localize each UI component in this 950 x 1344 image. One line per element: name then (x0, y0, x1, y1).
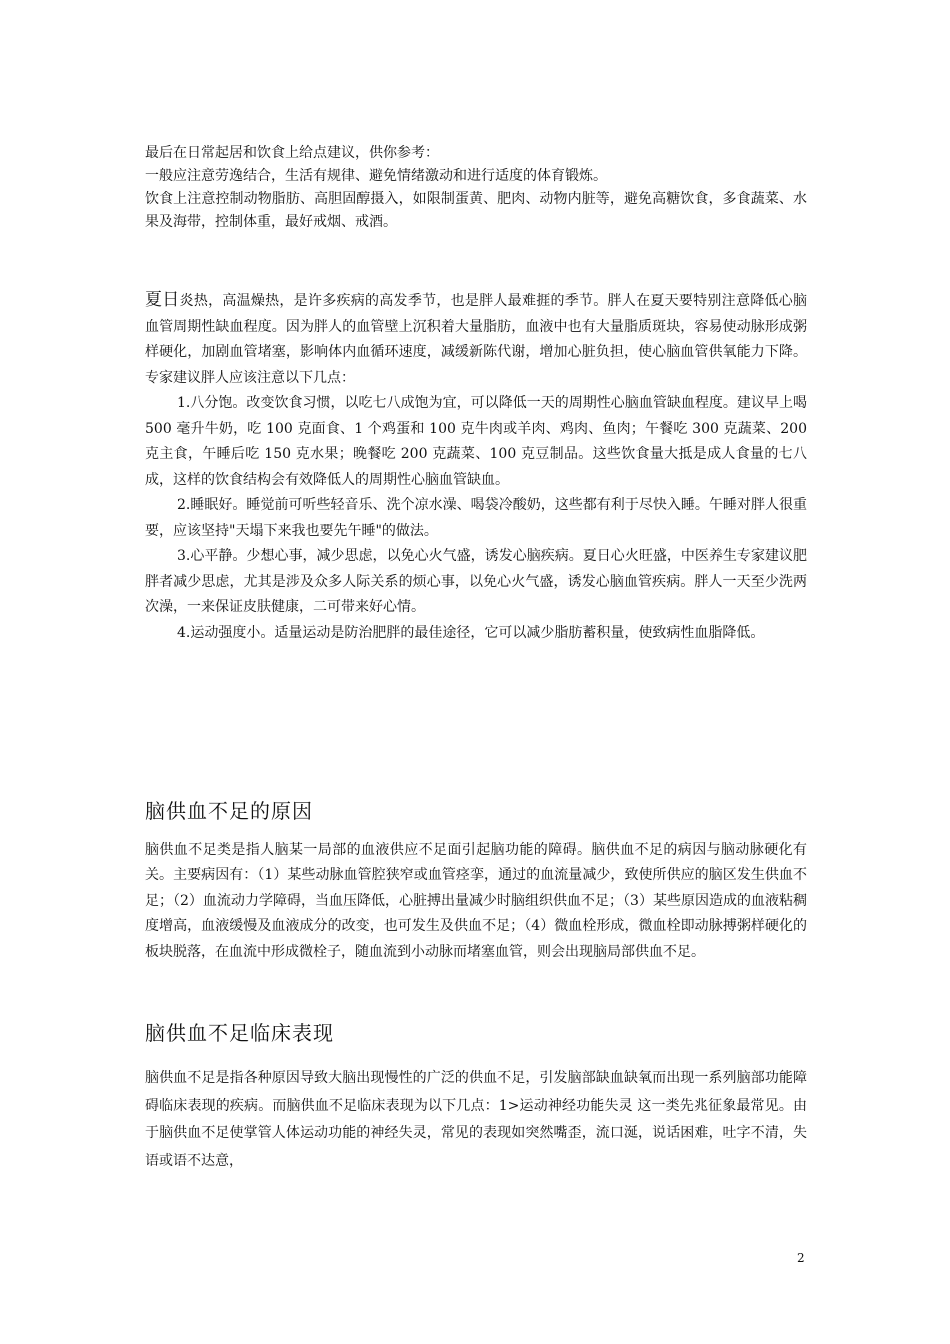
causes-heading: 脑供血不足的原因 (145, 799, 313, 823)
intro-lead: 夏日 (145, 290, 180, 310)
advice-section (145, 142, 807, 234)
point-calm-mind: 3.心平静。少想心事，减少思虑，以免心火气盛，诱发心脑疾病。夏日心火旺盛，中医养生专家建议肥胖者减少思虑，尤其是涉及众多人际关系的烦心事，以免心火气盛，诱发心脑血管疾病。胖人一天至少洗两次澡，一来保证皮肤健康，二可带来好心情。 (145, 548, 807, 615)
point-sleep-well: 2.睡眠好。睡觉前可听些轻音乐、洗个凉水澡、喝袋冷酸奶，这些都有利于尽快入睡。午睡对胖人很重要，应该坚持"天塌下来我也要先午睡"的做法。 (145, 497, 807, 539)
summer-section (145, 288, 807, 646)
point-light-exercise: 4.运动强度小。适量运动是防治肥胖的最佳途径，它可以减少脂肪蓄积量，使致病性血脂降低。 (177, 624, 765, 641)
advice-line: 最后在日常起居和饮食上给点建议，供你参考： (145, 145, 439, 161)
causes-body: 脑供血不足类是指人脑某一局部的血液供应不足面引起脑功能的障碍。脑供血不足的病因与脑动脉硬化有关。主要病因有：（1）某些动脉血管腔狭窄或血管痉挛，通过的血流量减少，致使所供应的脑区发生供血不足；（2）血流动力学障碍，当血压降低，心脏搏出量减少时脑组织供血不足；（3）某些原因造成的血液粘稠度增高，血液缓慢及血液成分的改变，也可发生及供血不足；（4）微血栓形成，微血栓即动脉搏粥样硬化的板块脱落，在血流中形成微栓子，随血流到小动脉而堵塞血管，则会出现脑局部供血不足。 (145, 842, 807, 960)
page-number: 2 (797, 1251, 805, 1265)
advice-line: 饮食上注意控制动物脂肪、高胆固醇摄入，如限制蛋黄、肥肉、动物内脏等，避免高糖饮食，多食蔬菜、水果及海带，控制体重，最好戒烟、戒酒。 (145, 191, 807, 230)
symptoms-body: 脑供血不足是指各种原因导致大脑出现慢性的广泛的供血不足，引发脑部缺血缺氧而出现一系列脑部功能障碍临床表现的疾病。而脑供血不足临床表现为以下几点：1>运动神经功能失灵 这一类先兆征象最常见。由于脑供血不足使掌管人体运动功能的神经失灵，常见的表现如突然嘴歪，流口涎，说话困难，吐字不清，失语或语不达意， (145, 1070, 807, 1169)
intro-text: 炎热，高温燥热，是许多疾病的高发季节，也是胖人最难捱的季节。胖人在夏天要特别注意降低心脑血管周期性缺血程度。因为胖人的血管壁上沉积着大量脂肪，血液中也有大量脂质斑块，容易使动脉形成粥样硬化，加剧血管堵塞，影响体内血循环速度，减缓新陈代谢，增加心脏负担，使心脑血管供氧能力下降。专家建议胖人应该注意以下几点： (145, 293, 808, 386)
symptoms-heading: 脑供血不足临床表现 (145, 1021, 334, 1045)
advice-line: 一般应注意劳逸结合，生活有规律、避免情绪激动和进行适度的体育锻炼。 (145, 168, 607, 184)
summer-intro (145, 288, 807, 391)
point-eat-less: 1.八分饱。改变饮食习惯，以吃七八成饱为宜，可以降低一天的周期性心脑血管缺血程度。建议早上喝 500 毫升牛奶，吃 100 克面食、1 个鸡蛋和 100 克牛肉或羊肉、鸡肉、鱼肉；午餐吃 300 克蔬菜、200 克主食，午睡后吃 150 克水果；晚餐吃 200 克蔬菜、100 克豆制品。这些饮食量大抵是成人食量的七八成，这样的饮食结构会有效降低人的周期性心脑血管缺血。 (145, 395, 807, 488)
